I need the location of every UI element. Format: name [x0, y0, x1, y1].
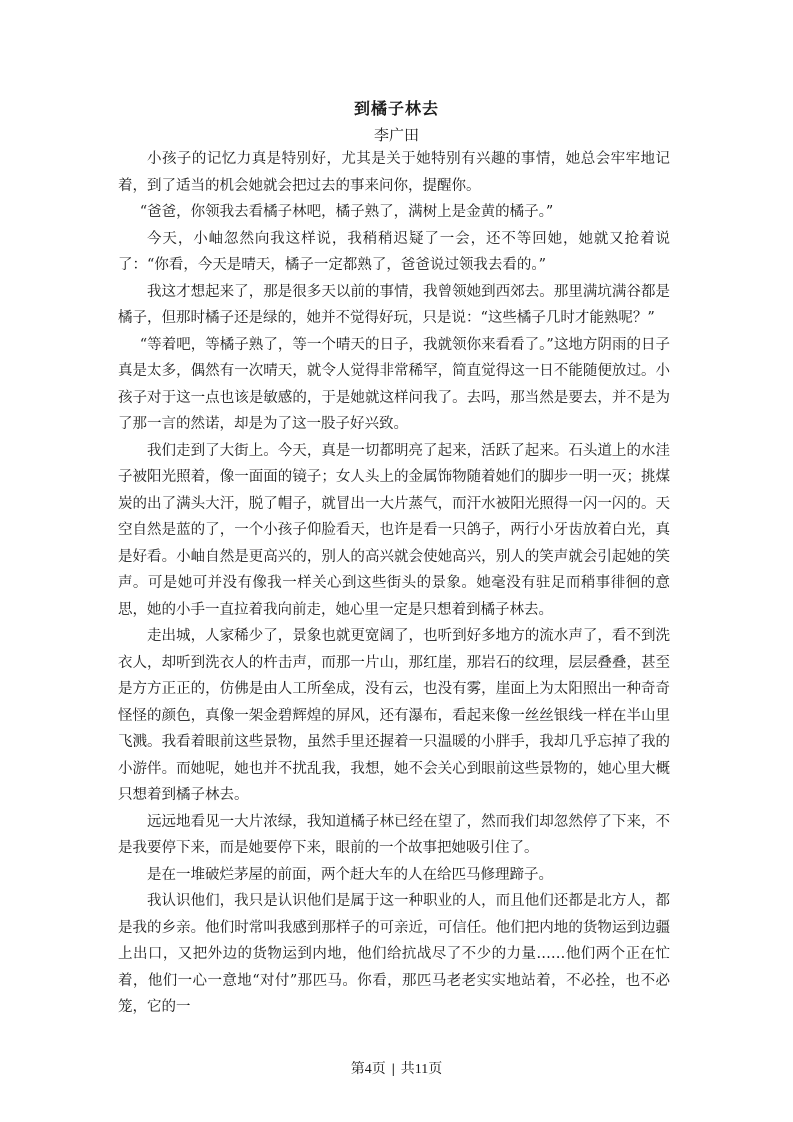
paragraph: 小孩子的记忆力真是特别好，尤其是关于她特别有兴趣的事情，她总会牢牢地记着，到了适当的机会她就会把过去的事来问你，提醒你。 [118, 151, 670, 194]
paragraph: 我这才想起来了，那是很多天以前的事情，我曾领她到西郊去。那里满坑满谷都是橘子，但那时橘子还是绿的，她并不觉得好玩，只是说：“这些橘子几时才能熟呢？” [118, 283, 670, 326]
document-title: 到橘子林去 [353, 99, 439, 118]
paragraph: “爸爸，你领我去看橘子林吧，橘子熟了，满树上是金黄的橘子。” [139, 204, 554, 220]
document-author: 李广田 [373, 126, 419, 144]
page-footer [0, 1058, 793, 1078]
paragraph: 我认识他们，我只是认识他们是属于这一种职业的人，而且他们还都是北方人，都是我的乡亲。他们时常叫我感到那样子的可亲近，可信任。他们把内地的货物运到边疆上出口，又把外边的货物运到内地，他们给抗战尽了不少的力量……他们两个正在忙着，他们一心一意地“对付”那匹马。你看，那匹马老老实实地站着，不必拴，也不必笼，它的一 [118, 893, 670, 1015]
current-page-number: 第4页 [350, 1062, 386, 1077]
document-body [118, 146, 670, 1021]
total-page-count: 共11页 [400, 1062, 443, 1077]
footer-separator: | [391, 1062, 395, 1077]
paragraph: 今天，小岫忽然向我这样说，我稍稍迟疑了一会，还不等回她，她就又抢着说了：“你看，今天是晴天，橘子一定都熟了，爸爸说过领我去看的。” [118, 230, 670, 273]
paragraph: 我们走到了大街上。今天，真是一切都明亮了起来，活跃了起来。石头道上的水洼子被阳光照着，像一面面的镜子；女人头上的金属饰物随着她们的脚步一明一灭；挑煤炭的出了满头大汗，脱了帽子，就冒出一大片蒸气，而汗水被阳光照得一闪一闪的。天空自然是蓝的了，一个小孩子仰脸看天，也许是看一只鸽子，两行小牙齿放着白光，真是好看。小岫自然是更高兴的，别人的高兴就会使她高兴，别人的笑声就会引起她的笑声。可是她可并没有像我一样关心到这些街头的景象。她毫没有驻足而稍事徘徊的意思，她的小手一直拉着我向前走，她心里一定是只想着到橘子林去。 [118, 442, 670, 618]
paragraph: 是在一堆破烂茅屋的前面，两个赶大车的人在给匹马修理蹄子。 [147, 866, 553, 883]
paragraph: “等着吧，等橘子熟了，等一个晴天的日子，我就领你来看看了。”这地方阴雨的日子真是太多，偶然有一次晴天，就令人觉得非常稀罕，简直觉得这一日不能随便放过。小孩子对于这一点也该是敏感的，于是她就这样问我了。去吗，那当然是要去，并不是为了那一言的然诺，却是为了这一股子好兴致。 [118, 336, 670, 432]
paragraph: 远远地看见一大片浓绿，我知道橘子林已经在望了，然而我们却忽然停了下来，不是我要停下来，而是她要停下来，眼前的一个故事把她吸引住了。 [118, 813, 670, 856]
paragraph: 走出城，人家稀少了，景象也就更宽阔了，也听到好多地方的流水声了，看不到洗衣人，却听到洗衣人的杵击声，而那一片山，那红崖，那岩石的纹理，层层叠叠，甚至是方方正正的，仿佛是由人工所垒成，没有云，也没有雾，崖面上为太阳照出一种奇奇怪怪的颜色，真像一架金碧辉煌的屏风，还有瀑布，看起来像一丝丝银线一样在半山里飞溅。我看着眼前这些景物，虽然手里还握着一只温暖的小胖手，我却几乎忘掉了我的小游伴。而她呢，她也并不扰乱我，我想，她不会关心到眼前这些景物的，她心里大概只想着到橘子林去。 [118, 628, 670, 803]
